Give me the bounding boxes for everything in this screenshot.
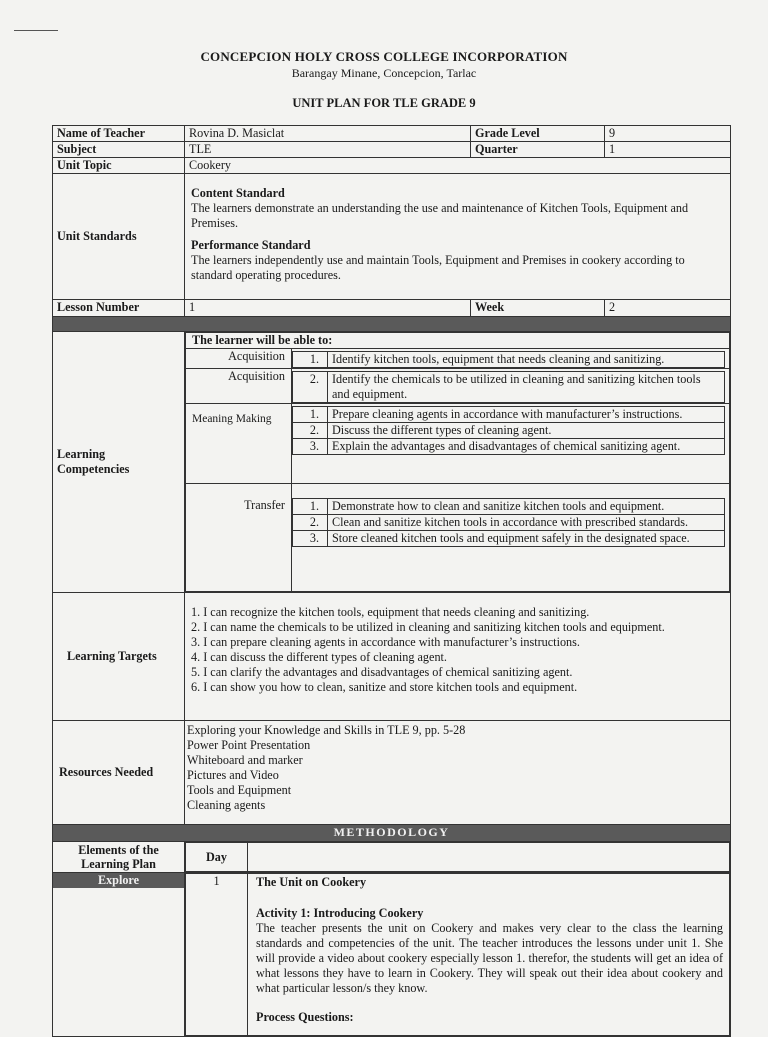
resources-label: Resources Needed xyxy=(53,721,185,825)
day-header-cell xyxy=(185,842,731,873)
competency-text: Explain the advantages and disadvantages of chemical sanitizing agent. xyxy=(328,439,725,455)
row-explore xyxy=(53,873,731,1037)
competencies-intro: The learner will be able to: xyxy=(186,333,730,349)
subject-value: TLE xyxy=(185,142,471,158)
competency-group-meaning-making xyxy=(186,404,730,484)
competency-items xyxy=(292,369,730,404)
unit-heading: The Unit on Cookery xyxy=(256,875,367,889)
quarter-label: Quarter xyxy=(471,142,605,158)
competency-text: Demonstrate how to clean and sanitize kitchen tools and equipment. xyxy=(328,499,725,515)
competencies-cell xyxy=(185,332,731,593)
resource-item: Cleaning agents xyxy=(187,798,266,812)
target-item: 1. I can recognize the kitchen tools, equipment that needs cleaning and sanitizing. xyxy=(191,605,590,619)
teacher-label: Name of Teacher xyxy=(53,126,185,142)
competency-items xyxy=(292,404,730,484)
week-value: 2 xyxy=(605,300,731,317)
competency-number: 3. xyxy=(293,531,328,547)
target-item: 3. I can prepare cleaning agents in accordance with manufacturer’s instructions. xyxy=(191,635,580,649)
grade-label: Grade Level xyxy=(471,126,605,142)
competency-items xyxy=(292,484,730,592)
target-item: 2. I can name the chemicals to be utilized in cleaning and sanitizing kitchen tools and equipment. xyxy=(191,620,665,634)
resource-item: Exploring your Knowledge and Skills in TLE 9, pp. 5-28 xyxy=(187,723,466,737)
competency-group-transfer xyxy=(186,484,730,592)
teacher-value: Rovina D. Masiclat xyxy=(185,126,471,142)
lesson-value: 1 xyxy=(185,300,471,317)
competency-number: 3. xyxy=(293,439,328,455)
targets-cell xyxy=(185,593,731,721)
row-targets xyxy=(53,593,731,721)
competency-type: Acquisition xyxy=(186,349,292,369)
competency-number: 2. xyxy=(293,515,328,531)
divider-bar-cell xyxy=(53,317,731,332)
resource-item: Whiteboard and marker xyxy=(187,753,303,767)
resource-item: Pictures and Video xyxy=(187,768,279,782)
competency-group-acquisition-1 xyxy=(186,349,730,369)
competency-group-acquisition-2 xyxy=(186,369,730,404)
competency-number: 1. xyxy=(293,352,328,368)
quarter-value: 1 xyxy=(605,142,731,158)
competency-type: Transfer xyxy=(186,484,292,592)
methodology-bar xyxy=(53,825,731,842)
week-label: Week xyxy=(471,300,605,317)
activity-text: The teacher presents the unit on Cookery and makes very clear to the class the learning standards and competencies of the unit. The teacher introduces the lessons under unit 1. She will provide a video about cookery especially lesson 1. therefor, the students will get an idea of what lessons they have to learn in Cookery. They will speak out their idea about cookery and what particular lesson/s they know. xyxy=(256,921,723,995)
grade-value: 9 xyxy=(605,126,731,142)
performance-standard-text: The learners independently use and maintain Tools, Equipment and Premises in cookery according to standard operating procedures. xyxy=(191,253,685,282)
competencies-label xyxy=(53,332,185,593)
competency-type: Acquisition xyxy=(186,369,292,404)
competency-text: Discuss the different types of cleaning agent. xyxy=(328,423,725,439)
row-resources xyxy=(53,721,731,825)
explore-activity xyxy=(248,874,730,1036)
content-standard-text: The learners demonstrate an understanding the use and maintenance of Kitchen Tools, Equipment and Premises. xyxy=(191,201,689,230)
subject-label: Subject xyxy=(53,142,185,158)
competency-number: 1. xyxy=(293,499,328,515)
competency-number: 1. xyxy=(293,407,328,423)
competency-text: Clean and sanitize kitchen tools in accordance with prescribed standards. xyxy=(328,515,725,531)
competency-number: 2. xyxy=(293,423,328,439)
explore-content-cell xyxy=(185,873,731,1037)
row-topic xyxy=(53,158,731,174)
targets-label: Learning Targets xyxy=(53,593,185,721)
process-questions-heading: Process Questions: xyxy=(256,1010,354,1024)
explore-day: 1 xyxy=(186,874,248,1036)
competency-type: Meaning Making xyxy=(186,404,292,484)
day-header: Day xyxy=(186,843,248,872)
unit-plan-table xyxy=(52,125,731,1037)
methodology-title: METHODOLOGY xyxy=(53,825,731,842)
topic-label: Unit Topic xyxy=(53,158,185,174)
row-competencies xyxy=(53,332,731,593)
target-item: 4. I can discuss the different types of cleaning agent. xyxy=(191,650,447,664)
row-method-header xyxy=(53,842,731,873)
day-header-blank xyxy=(248,843,730,872)
standards-cell xyxy=(185,174,731,300)
elements-header: Elements of the Learning Plan xyxy=(53,842,185,873)
target-item: 5. I can clarify the advantages and disadvantages of chemical sanitizing agent. xyxy=(191,665,573,679)
explore-phase: Explore xyxy=(53,873,184,888)
row-subject xyxy=(53,142,731,158)
competency-text: Identify kitchen tools, equipment that needs cleaning and sanitizing. xyxy=(328,352,725,368)
lesson-label: Lesson Number xyxy=(53,300,185,317)
activity-heading: Activity 1: Introducing Cookery xyxy=(256,906,424,920)
organization-name: CONCEPCION HOLY CROSS COLLEGE INCORPORATION xyxy=(200,49,568,64)
competency-text: Identify the chemicals to be utilized in cleaning and sanitizing kitchen tools and equipment. xyxy=(328,372,725,403)
performance-standard-heading: Performance Standard xyxy=(191,238,311,252)
resource-item: Power Point Presentation xyxy=(187,738,311,752)
competencies-label-line2: Competencies xyxy=(57,462,130,476)
organization-address: Barangay Minane, Concepcion, Tarlac xyxy=(291,66,477,80)
row-standards xyxy=(53,174,731,300)
resources-cell xyxy=(185,721,731,825)
document-title: UNIT PLAN FOR TLE GRADE 9 xyxy=(292,96,476,110)
standards-label: Unit Standards xyxy=(53,174,185,300)
content-standard-heading: Content Standard xyxy=(191,186,285,200)
explore-cell xyxy=(53,873,185,1037)
competency-text: Prepare cleaning agents in accordance with manufacturer’s instructions. xyxy=(328,407,725,423)
competency-items xyxy=(292,349,730,369)
resource-item: Tools and Equipment xyxy=(187,783,292,797)
competencies-label-line1: Learning xyxy=(57,447,106,461)
competencies-inner xyxy=(185,332,730,592)
target-item: 6. I can show you how to clean, sanitize and store kitchen tools and equipment. xyxy=(191,680,578,694)
competency-number: 2. xyxy=(293,372,328,403)
competency-text: Store cleaned kitchen tools and equipment safely in the designated space. xyxy=(328,531,725,547)
row-lesson xyxy=(53,300,731,317)
row-teacher xyxy=(53,126,731,142)
divider-bar xyxy=(53,317,731,332)
topic-value: Cookery xyxy=(185,158,731,174)
scan-corner-mark xyxy=(14,30,58,31)
